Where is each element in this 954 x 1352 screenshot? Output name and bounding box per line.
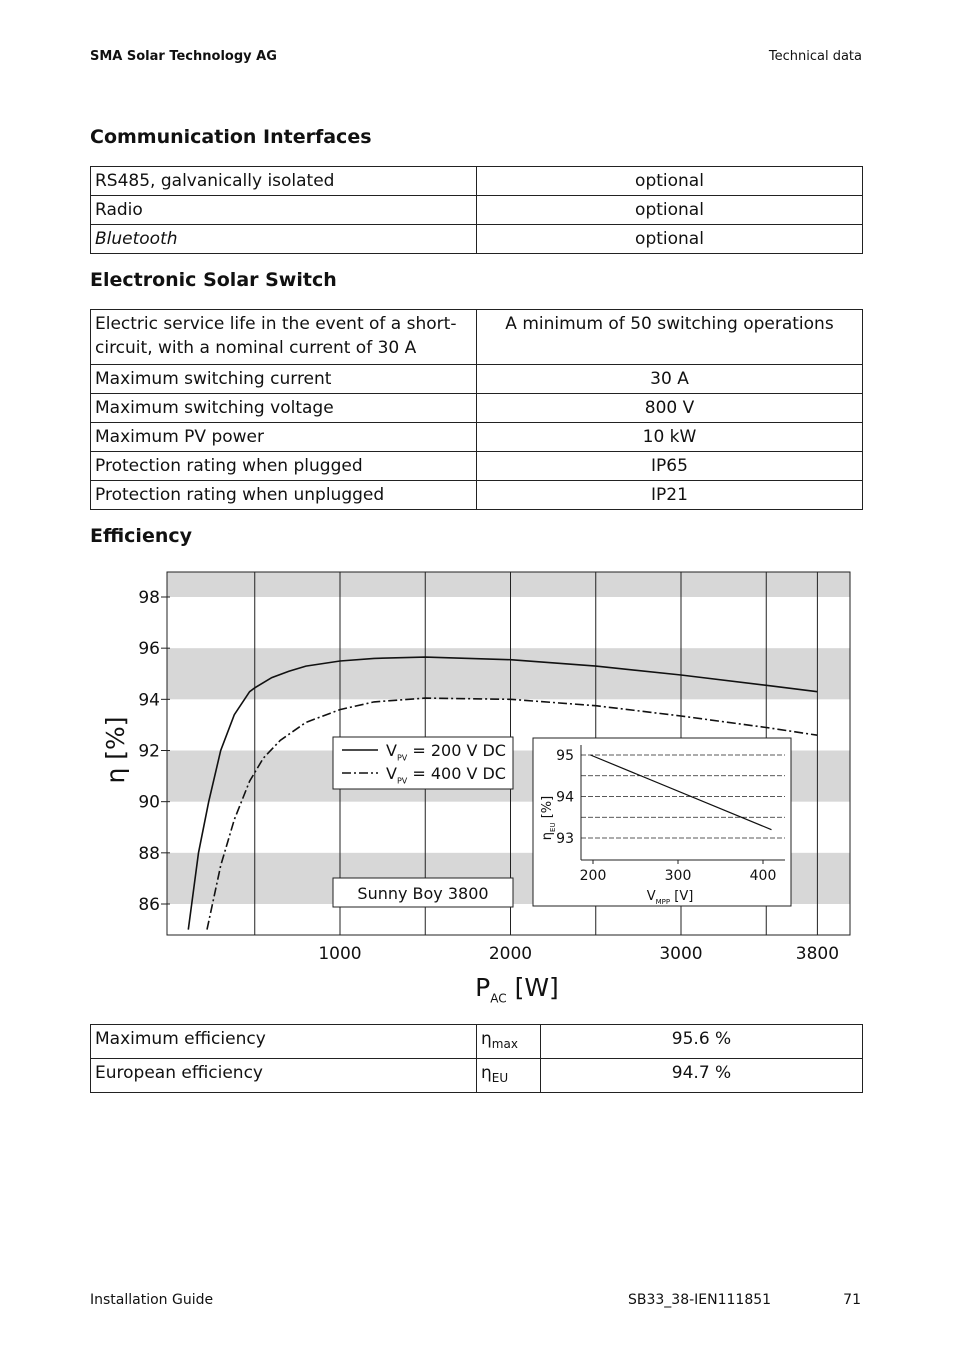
- y-tick-label: 90: [138, 792, 160, 813]
- y-tick-label: 88: [138, 843, 160, 864]
- y-axis-label: η [%]: [101, 716, 130, 784]
- footer-doc-type: Installation Guide: [90, 1292, 214, 1308]
- chart-annotation: Sunny Boy 3800: [357, 884, 489, 903]
- ess-title: Electronic Solar Switch: [90, 269, 337, 291]
- row-symbol: [477, 1025, 541, 1059]
- eta-symbol: η: [481, 1029, 492, 1049]
- inset-x-axis-label: $V_{MPP}$ [V]: [646, 889, 694, 906]
- row-label: Protection rating when unplugged: [91, 481, 477, 510]
- row-label: Radio: [91, 196, 477, 225]
- row-value: optional: [477, 167, 863, 196]
- y-tick-label: 98: [138, 588, 160, 608]
- row-label: Maximum switching current: [91, 365, 477, 394]
- inset-x-tick-label: 200: [579, 868, 607, 884]
- row-value: IP65: [477, 452, 863, 481]
- x-tick-label: 2000: [488, 944, 533, 964]
- inset-x-tick-label: 400: [749, 868, 777, 884]
- inset-x-tick-label: 300: [664, 868, 692, 884]
- row-label: Protection rating when plugged: [91, 452, 477, 481]
- row-label: RS485, galvanically isolated: [91, 167, 477, 196]
- row-value: 800 V: [477, 394, 863, 423]
- legend-label: $V_{PV} = 400$ V DC: [386, 764, 506, 786]
- footer-page-number: 71: [843, 1292, 861, 1308]
- inset-y-tick-label: 93: [556, 831, 574, 847]
- x-tick-label: 1000: [318, 944, 362, 964]
- y-tick-label: 86: [138, 895, 160, 915]
- grid-band: [167, 572, 850, 597]
- x-tick-label: 3000: [659, 944, 703, 964]
- row-label: Bluetooth: [91, 225, 477, 254]
- row-label: Electric service life in the event of a short-circuit, with a nominal current of 30 A: [91, 310, 477, 365]
- grid-band: [167, 648, 850, 699]
- footer-doc-id: SB33_38-IEN111851: [628, 1292, 772, 1308]
- inset-y-tick-label: 95: [556, 748, 574, 764]
- efficiency-table: [90, 1024, 863, 1093]
- inset-y-tick-label: 94: [556, 789, 574, 806]
- row-label: European efficiency: [91, 1059, 477, 1093]
- row-value: 10 kW: [477, 423, 863, 452]
- eta-symbol: η: [481, 1063, 492, 1083]
- row-value: 95.6 %: [541, 1025, 863, 1059]
- row-label: Maximum PV power: [91, 423, 477, 452]
- table-row: [91, 1059, 863, 1093]
- x-tick-label: 3800: [795, 944, 840, 964]
- x-axis-label: $P_{AC}$ [W]: [475, 973, 559, 1006]
- y-tick-label: 94: [138, 690, 160, 711]
- row-symbol: [477, 1059, 541, 1093]
- row-value: 30 A: [477, 365, 863, 394]
- header-company: SMA Solar Technology AG: [90, 49, 277, 64]
- table-row: [91, 1025, 863, 1059]
- legend-label: $V_{PV} = 200$ V DC: [386, 741, 506, 763]
- row-value: optional: [477, 225, 863, 254]
- row-value: optional: [477, 196, 863, 225]
- communication-title: Communication Interfaces: [90, 126, 372, 148]
- efficiency-title: Efficiency: [90, 525, 193, 547]
- row-label: Maximum efficiency: [91, 1025, 477, 1059]
- eta-subscript: EU: [491, 1071, 509, 1085]
- row-label: Maximum switching voltage: [91, 394, 477, 423]
- y-tick-label: 92: [138, 741, 160, 762]
- row-value: IP21: [477, 481, 863, 510]
- header-section: Technical data: [768, 49, 862, 64]
- row-value: A minimum of 50 switching operations: [477, 310, 863, 365]
- y-tick-label: 96: [138, 639, 160, 660]
- inset-y-axis-label: $\eta_{EU}$ [%]: [540, 795, 557, 841]
- row-value: 94.7 %: [541, 1059, 863, 1093]
- eta-subscript: max: [491, 1037, 518, 1051]
